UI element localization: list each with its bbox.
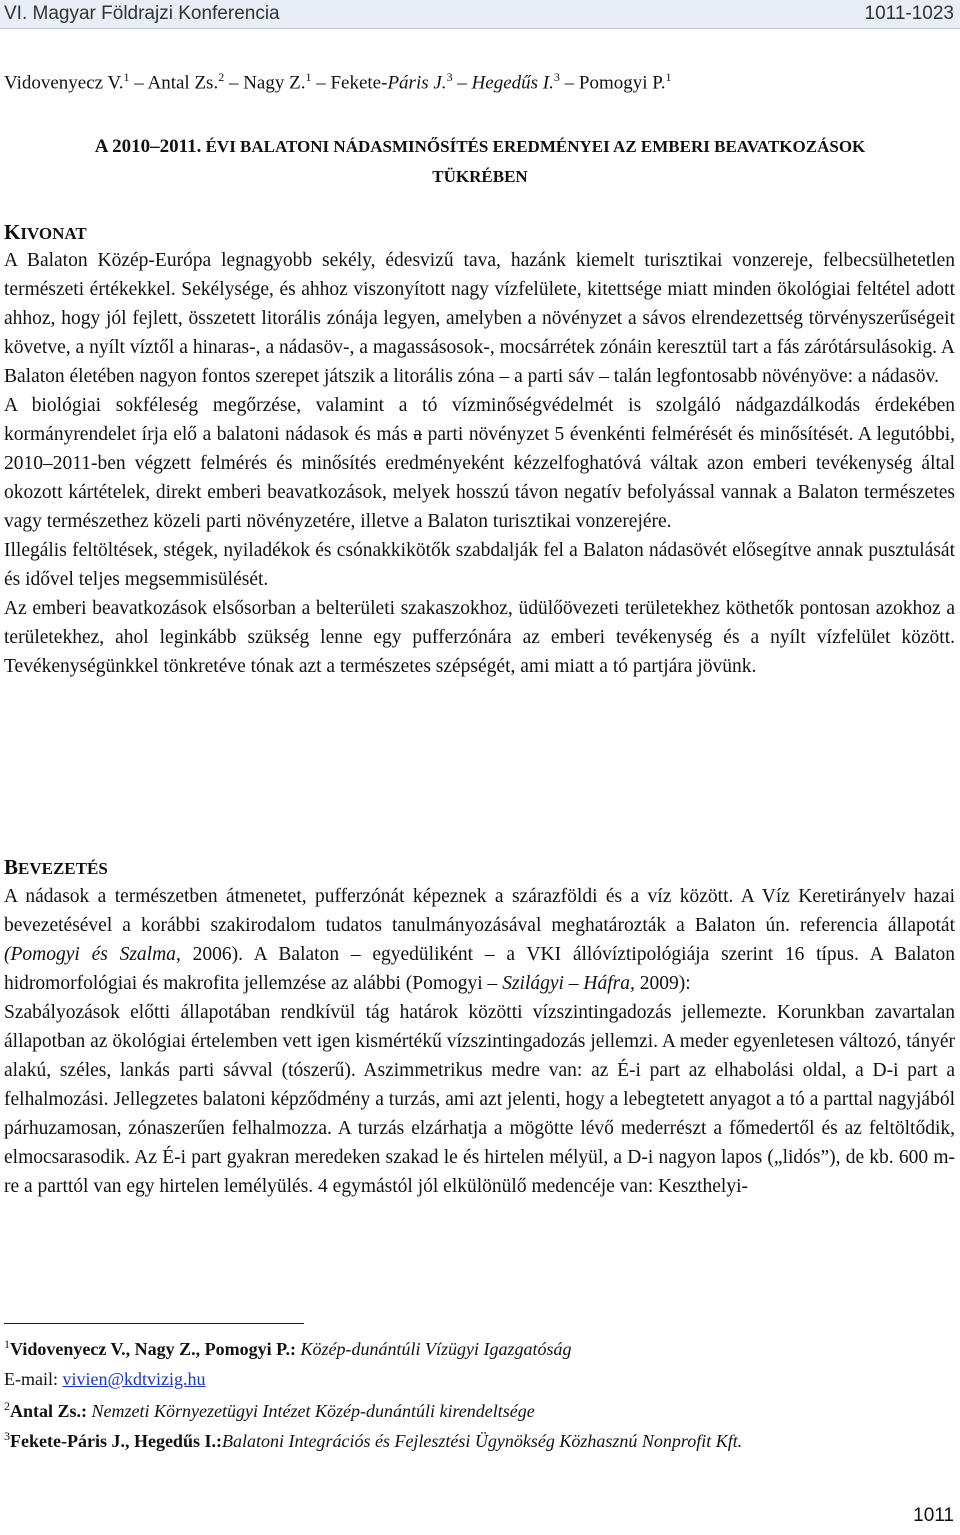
affiliation-mark: 3 [553, 70, 560, 84]
paragraph: Illegális feltöltések, stégek, nyiladékok és csónakkikötők szabdalják fel a Balaton nádasövét elősegítve annak pusztulását és idővel teljes megsemmisülését. [4, 540, 955, 590]
affiliation-mark: 3 [446, 70, 453, 84]
footnote-2: $^2$Antal Zs.: Nemzeti Környezetügyi Intézet Közép-dunántúli kirendeltsége [4, 1399, 535, 1421]
footnote-divider [4, 1323, 304, 1324]
conference-title: VI. Magyar Földrajzi Konferencia [4, 3, 280, 24]
author-name: Fekete- [330, 72, 388, 94]
title-main: ÉVI BALATONI NÁDASMINŐSÍTÉS EREDMÉNYEI AZ EMBERI BEAVATKOZÁSOK [205, 137, 866, 156]
footnote-1: $^1$Vidovenyecz V., Nagy Z., Pomogyi P.: Közép-dunántúli Vízügyi Igazgatóság [4, 1337, 572, 1359]
abstract-body [4, 246, 955, 681]
page-range: 1011-1023 [864, 3, 954, 24]
affiliation-mark: 1 [665, 70, 672, 84]
author-name: Antal Zs. [147, 72, 219, 94]
running-header [0, 0, 960, 29]
affiliation-mark: 1 [123, 70, 130, 84]
introduction-body [4, 882, 955, 1201]
affiliation-mark: 1 [305, 70, 312, 84]
author-name: Pomogyi P. [578, 72, 666, 94]
title-line2: TÜKRÉBEN [432, 167, 528, 186]
footnote-email: E-mail: vivien@kdtvizig.hu [4, 1369, 206, 1389]
paragraph: A biológiai sokféleség megőrzése, valamint a tó vízminőségvédelmét is szolgáló nádgazdálkodás érdekében kormányrendelet írja elő a balatoni nádasok és más a parti növényzet 5 évenkénti felmérését és minősítését. A legutóbbi, 2010–2011-ben végzett felmérés és minősítés eredményeként kézzelfoghatóvá váltak azon emberi tevékenység által okozott kártételek, direkt emberi beavatkozások, melyek hosszú távon negatív befolyással vannak a Balaton természetes vagy természethez közeli parti növényzetére, illetve a Balaton turisztikai vonzerejére. [4, 395, 956, 532]
author-name: Hegedűs I. [471, 72, 554, 94]
author-line: Vidovenyecz V.$^1$ – Antal Zs.$^2$ – Nagy Z.$^1$ – Fekete-Páris J.$^3$ – Hegedűs I.$^3$ – Pomogyi P.$^1$ [4, 70, 672, 94]
paragraph: A nádasok a természetben átmenetet, pufferzónát képeznek a szárazföldi és a víz között. A Víz Keretirányelv hazai bevezetésével a korábbi szakirodalom tudatos tanulmányozásával meghatározták a Balaton ún. referencia állapotát (Pomogyi és Szalma, 2006). A Balaton – egyedüliként – a VKI állóvíztipológiája szerint 16 típus. A Balaton hidromorfológiai és makrofita jellemzése az alábbi (Pomogyi – Szilágyi – Háfra, 2009): [4, 886, 955, 994]
page-number: 1011 [913, 1505, 954, 1526]
footnote-3: $^3$Fekete-Páris J., Hegedűs I.:Balatoni Integrációs és Fejlesztési Ügynökség Közhasznú Nonprofit Kft. [4, 1429, 743, 1451]
author-name: Vidovenyecz V. [4, 72, 124, 94]
paragraph: Az emberi beavatkozások elsősorban a belterületi szakaszokhoz, üdülőövezeti területekhez köthetők pontosan azokhoz a területekhez, ahol leginkább szükség lenne egy pufferzónára az emberi tevékenység és a nyílt vízfelület között. Tevékenységünkkel tönkretéve tónak azt a természetes szépségét, ami miatt a tó partjára jövünk. [4, 598, 955, 677]
email-link[interactable]: vivien@kdtvizig.hu [62, 1369, 206, 1389]
author-name: Nagy Z. [243, 72, 306, 94]
section-heading-kivonat: KIVONAT [4, 220, 87, 244]
section-heading-bevezetes: BEVEZETÉS [4, 855, 108, 879]
affiliation-mark: 2 [218, 70, 225, 84]
paragraph: Szabályozások előtti állapotában rendkívül tág határok közötti vízszintingadozás jellemezte. Korunkban zavartalan állapotban az ökológiai értelemben vett igen kismértékű vízszintingadozás jellemzi. A meder egyenletesen változó, tányér alakú, széles, lankás parti sávval (tószerű). Aszimmetrikus medre van: az É-i part az elhabolási oldal, a D-i part a felhalmozási. Jellegzetes balatoni képződmény a turzás, ami azt jelenti, hogy a lebegtetett anyagot a tó a parttal nagyjából párhuzamosan, zónaszerűen felhalmozza. A turzás elzárhatja a mögötte lévő mederrészt a főmedertől és az feltöltődik, elmocsarasodik. Az É-i part gyakran meredeken szakad le és hirtelen mélyül, a D-i nagyon lapos („lidós”), de kb. 600 m-re a parttól van egy hirtelen lemélyülés. 4 egymástól jól elkülönülő medencéje van: Keszthelyi- [4, 1002, 955, 1197]
author-name-italic: Páris J. [387, 72, 447, 94]
paper-title [0, 132, 960, 192]
title-lead: A 2010–2011. [94, 136, 202, 157]
paragraph: A Balaton Közép-Európa legnagyobb sekély, édesvizű tava, hazánk kiemelt turisztikai vonzereje, felbecsülhetetlen természeti értékekkel. Sekélysége, és ahhoz viszonyított nagy vízfelülete, kitettsége miatt minden ökológiai feltétel adott ahhoz, hogy jól fejlett, összetett litorális zónája legyen, amelyben a növényzet a sávos elrendezettség törvényszerűségeit követve, a nyílt víztől a hinaras-, a nádasöv-, a magassásosok-, mocsárrétek zónáin keresztül tart a fás zárótársulásokig. A Balaton életében nagyon fontos szerepet játszik a litorális zóna – a parti sáv – talán legfontosabb növényöve: a nádasöv. [4, 250, 955, 387]
